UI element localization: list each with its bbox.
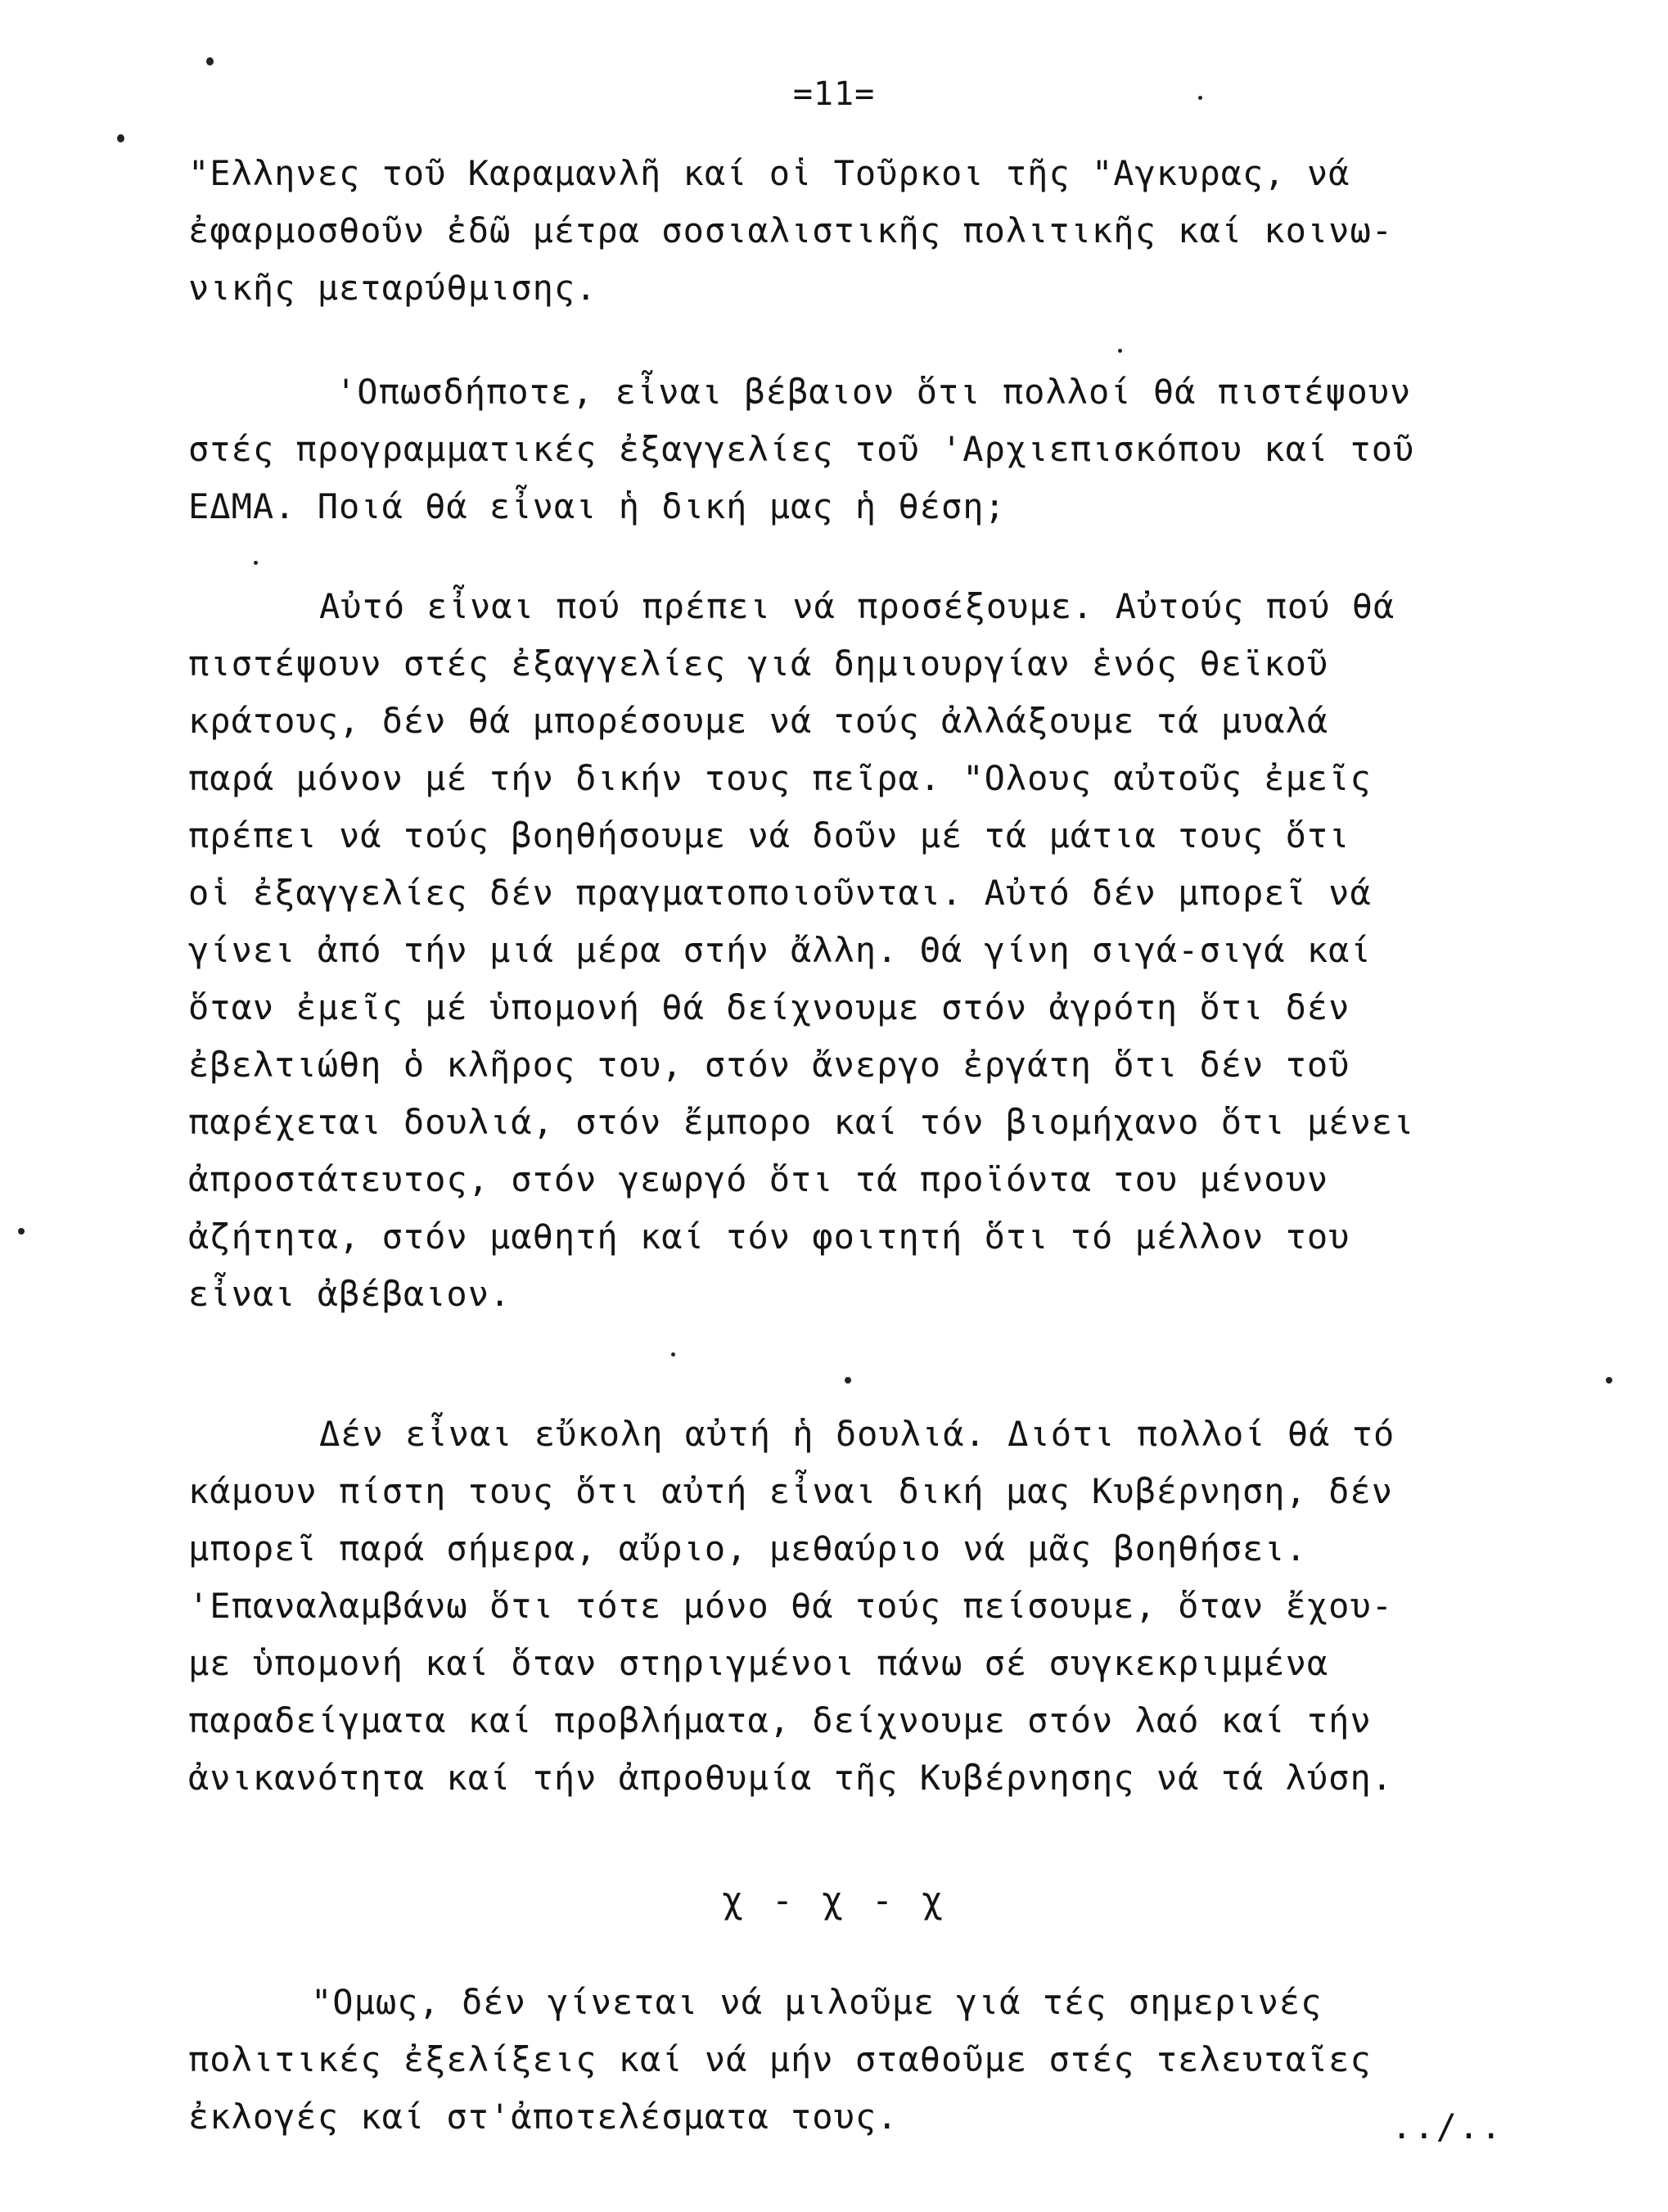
text-line: εἶναι ἀβέβαιον. — [188, 1274, 512, 1314]
text-line: ΕΔΜΑ. Ποιά θά εἶναι ἡ δική μας ἡ θέση; — [188, 486, 1006, 526]
text-line: παραδείγματα καί προβλήματα, δείχνουμε στόν λαό καί τήν — [188, 1700, 1372, 1740]
text-line: ἀνικανότητα καί τήν ἀπροθυμία τῆς Κυβέρνησης νά τά λύση. — [188, 1758, 1394, 1798]
text-line: 'Επαναλαμβάνω ὅτι τότε μόνο θά τούς πείσουμε, ὅταν ἔχου- — [188, 1586, 1394, 1626]
continuation-mark: ../.. — [1391, 2106, 1503, 2147]
text-line: μπορεῖ παρά σήμερα, αὔριο, μεθαύριο νά μᾶς βοηθήσει. — [188, 1528, 1307, 1569]
text-line: "Ομως, δέν γίνεται νά μιλοῦμε γιά τές σημερινές — [311, 1982, 1323, 2022]
paragraph-1 — [188, 145, 1653, 317]
text-line: Αὐτό εἶναι πού πρέπει νά προσέξουμε. Αὐτούς πού θά — [319, 586, 1395, 626]
scan-speck — [1606, 1377, 1612, 1384]
text-line: γίνει ἀπό τήν μιά μέρα στήν ἄλλη. Θά γίνη σιγά-σιγά καί — [188, 930, 1372, 970]
text-line: πιστέψουν στές ἐξαγγελίες γιά δημιουργίαν ἑνός θεϊκοῦ — [188, 643, 1329, 684]
scan-speck — [1118, 349, 1122, 353]
text-line: στές προγραμματικές ἐξαγγελίες τοῦ 'Αρχιεπισκόπου καί τοῦ — [188, 429, 1415, 469]
text-line: ἐβελτιώθη ὁ κλῆρος του, στόν ἄνεργο ἐργάτη ὅτι δέν τοῦ — [188, 1045, 1350, 1085]
paragraph-3 — [188, 578, 1653, 1323]
text-line: πολιτικές ἐξελίξεις καί νά μήν σταθοῦμε στές τελευταῖες — [188, 2039, 1372, 2079]
text-line: πρέπει νά τούς βοηθήσουμε νά δοῦν μέ τά μάτια τους ὅτι — [188, 815, 1350, 855]
scan-speck — [671, 1352, 675, 1357]
text-line: ἐκλογές καί στ'ἀποτελέσματα τους. — [188, 2097, 899, 2137]
text-line: κάμουν πίστη τους ὅτι αὐτή εἶναι δική μας Κυβέρνηση, δέν — [188, 1471, 1394, 1511]
text-line: Δέν εἶναι εὔκολη αὐτή ἡ δουλιά. Διότι πολλοί θά τό — [319, 1414, 1395, 1454]
text-line: ἐφαρμοσθοῦν ἐδῶ μέτρα σοσιαλιστικῆς πολιτικῆς καί κοινω- — [188, 210, 1394, 251]
text-line: ἀπροστάτευτος, στόν γεωργό ὅτι τά προϊόντα του μένουν — [188, 1159, 1329, 1199]
text-line: ὅταν ἐμεῖς μέ ὑπομονή θά δείχνουμε στόν ἀγρότη ὅτι δέν — [188, 987, 1350, 1027]
text-line: με ὑπομονή καί ὅταν στηριγμένοι πάνω σέ συγκεκριμμένα — [188, 1643, 1329, 1683]
text-line: οἱ ἐξαγγελίες δέν πραγματοποιοῦνται. Αὐτό δέν μπορεῖ νά — [188, 873, 1372, 913]
scan-speck — [845, 1377, 851, 1384]
text-line: κράτους, δέν θά μπορέσουμε νά τούς ἀλλάξουμε τά μυαλά — [188, 701, 1329, 741]
text-line: παρά μόνον μέ τήν δικήν τους πεῖρα. "Ολους αὐτοῦς ἐμεῖς — [188, 758, 1372, 798]
text-line: νικῆς μεταρύθμισης. — [188, 268, 597, 308]
text-line: 'Οπωσδήποτε, εἶναι βέβαιον ὅτι πολλοί θά πιστέψουν — [336, 372, 1412, 412]
text-line: "Ελληνες τοῦ Καραμανλῆ καί οἱ Τοῦρκοι τῆς "Αγκυρας, νά — [188, 153, 1350, 193]
paragraph-2 — [188, 363, 1653, 535]
paragraph-4 — [188, 1406, 1653, 1807]
text-line: ἀζήτητα, στόν μαθητή καί τόν φοιτητή ὅτι τό μέλλον του — [188, 1217, 1350, 1257]
scan-speck — [18, 1228, 25, 1235]
scan-speck — [117, 134, 124, 142]
scan-speck — [206, 57, 214, 65]
section-separator: χ - χ - χ — [721, 1880, 947, 1921]
page-number: =11= — [792, 75, 876, 113]
scan-speck — [254, 561, 258, 565]
text-line: παρέχεται δουλιά, στόν ἔμπορο καί τόν βιομήχανο ὅτι μένει — [188, 1102, 1415, 1142]
